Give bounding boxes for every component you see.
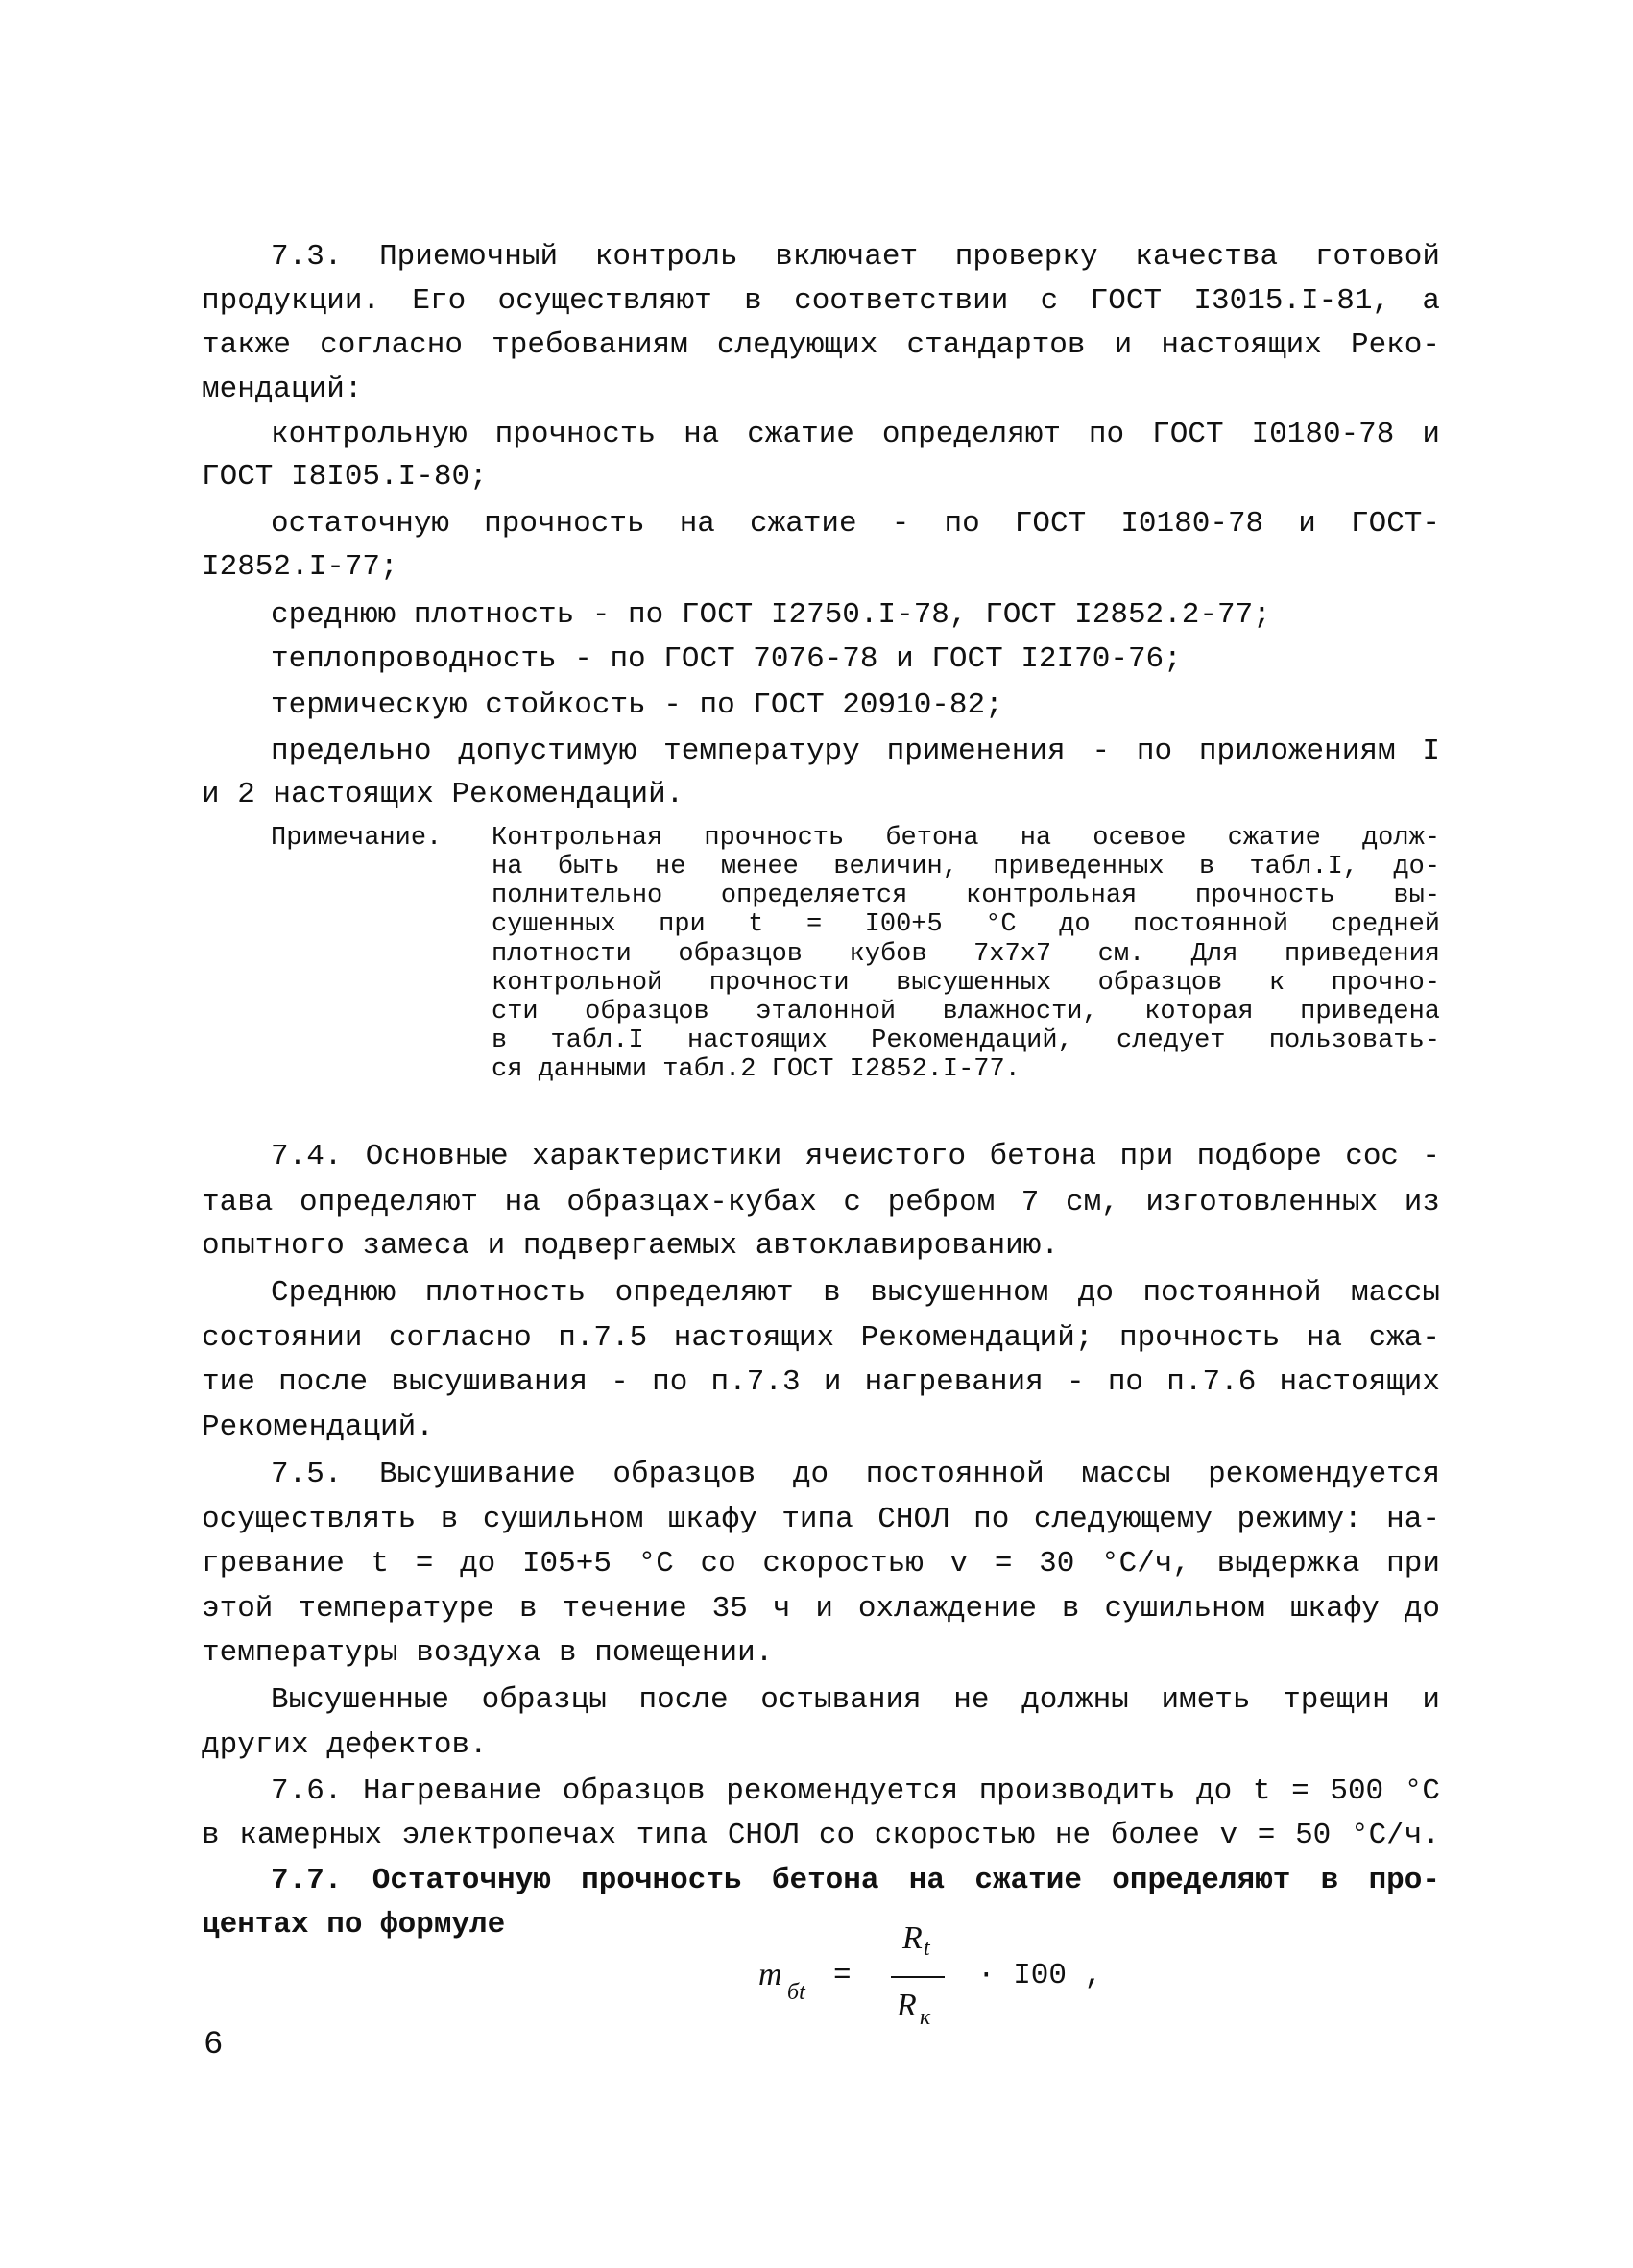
text-line: Высушенные образцы после остывания не должны иметь трещин и xyxy=(271,1683,1440,1717)
note-line: плотности образцов кубов 7х7х7 см. Для приведения xyxy=(492,940,1440,969)
text-line: опытного замеса и подвергаемых автоклавированию. xyxy=(202,1229,1059,1263)
text-line: 7.7. Остаточную прочность бетона на сжатие определяют в про- xyxy=(271,1864,1440,1897)
page-number: 6 xyxy=(204,2027,224,2063)
text-line: Среднюю плотность определяют в высушенном до постоянной массы xyxy=(271,1276,1440,1310)
text-line: в камерных электропечах типа СНОЛ со скоростью не более v = 50 °С/ч. xyxy=(202,1819,1440,1852)
text-line: 7.3. Приемочный контроль включает проверку качества готовой xyxy=(271,240,1440,274)
text-line: предельно допустимую температуру применения - по приложениям I xyxy=(271,735,1440,768)
text-line: остаточную прочность на сжатие - по ГОСТ I0180-78 и ГОСТ- xyxy=(271,507,1440,541)
formula-lhs-sub: бt xyxy=(787,1980,805,2005)
note-line: сти образцов эталонной влажности, которая приведена xyxy=(492,998,1440,1026)
text-line: гревание t = до I05+5 °С со скоростью v = 30 °С/ч, выдержка при xyxy=(202,1547,1440,1580)
text-line: контрольную прочность на сжатие определяют по ГОСТ I0180-78 и xyxy=(271,418,1440,451)
text-line: 7.4. Основные характеристики ячеистого бетона при подборе сос - xyxy=(271,1140,1440,1173)
text-line: центах по формуле xyxy=(202,1908,506,1942)
text-line: термическую стойкость - по ГОСТ 20910-82; xyxy=(271,688,1003,722)
text-line: состоянии согласно п.7.5 настоящих Рекомендаций; прочность на сжа- xyxy=(202,1321,1440,1355)
formula-lhs: m xyxy=(758,1957,782,1992)
text-line: мендаций: xyxy=(202,373,363,406)
note-line: в табл.I настоящих Рекомендаций, следует пользовать- xyxy=(492,1026,1440,1055)
note-line: сушенных при t = I00+5 °С до постоянной средней xyxy=(492,910,1440,939)
fraction-bar xyxy=(891,1976,945,1978)
formula-multiplier: · I00 , xyxy=(977,1959,1103,1992)
text-line: Рекомендаций. xyxy=(202,1411,434,1444)
note-line: полнительно определяется контрольная прочность вы- xyxy=(492,881,1440,910)
formula-num-sub: t xyxy=(924,1936,930,1961)
note-label: Примечание. xyxy=(271,824,443,853)
text-line: I2852.I-77; xyxy=(202,550,398,584)
note-line: Контрольная прочность бетона на осевое сжатие долж- xyxy=(492,824,1440,853)
note-line: на быть не менее величин, приведенных в табл.I, до- xyxy=(492,853,1440,881)
formula-denominator: R xyxy=(897,1988,917,2023)
text-line: температуры воздуха в помещении. xyxy=(202,1636,774,1670)
text-line: 7.6. Нагревание образцов рекомендуется производить до t = 500 °С xyxy=(271,1774,1440,1808)
text-line: среднюю плотность - по ГОСТ I2750.I-78, ГОСТ I2852.2-77; xyxy=(271,598,1271,632)
text-line: этой температуре в течение 35 ч и охлаждение в сушильном шкафу до xyxy=(202,1592,1440,1626)
text-line: тава определяют на образцах-кубах с ребром 7 см, изготовленных из xyxy=(202,1186,1440,1219)
note-line: контрольной прочности высушенных образцов к прочно- xyxy=(492,969,1440,998)
formula-eq: = xyxy=(833,1959,852,1992)
text-line: продукции. Его осуществляют в соответствии с ГОСТ I3015.I-81, а xyxy=(202,284,1440,318)
note-line: ся данными табл.2 ГОСТ I2852.I-77. xyxy=(492,1055,1021,1084)
text-line: других дефектов. xyxy=(202,1728,488,1762)
text-line: тие после высушивания - по п.7.3 и нагревания - по п.7.6 настоящих xyxy=(202,1365,1440,1399)
text-line: ГОСТ I8I05.I-80; xyxy=(202,460,488,494)
text-line: осуществлять в сушильном шкафу типа СНОЛ по следующему режиму: на- xyxy=(202,1503,1440,1536)
text-line: и 2 настоящих Рекомендаций. xyxy=(202,778,684,811)
text-line: теплопроводность - по ГОСТ 7076-78 и ГОСТ I2I70-76; xyxy=(271,642,1182,676)
text-line: также согласно требованиям следующих стандартов и настоящих Реко- xyxy=(202,328,1440,362)
formula-numerator: R xyxy=(902,1920,923,1956)
text-line: 7.5. Высушивание образцов до постоянной массы рекомендуется xyxy=(271,1458,1440,1491)
formula-den-sub: к xyxy=(920,2005,931,2030)
